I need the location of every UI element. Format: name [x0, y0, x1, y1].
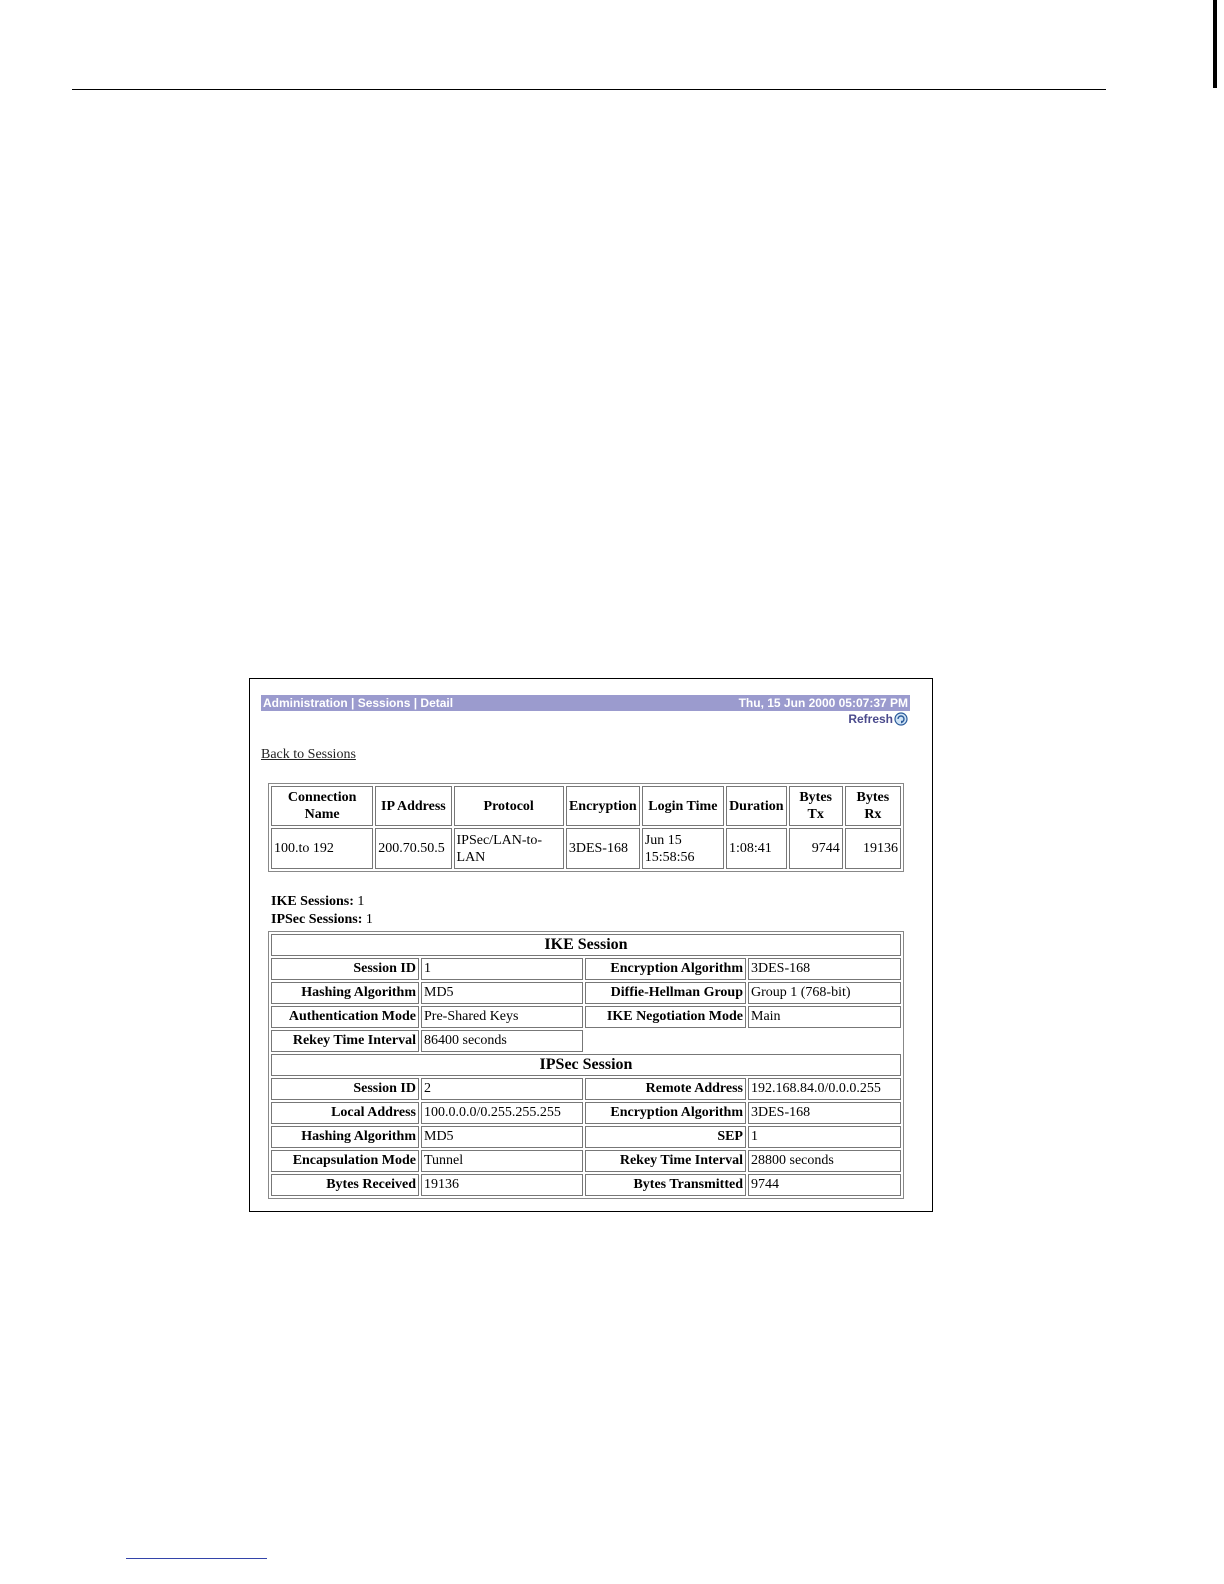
sessions-table: [268, 783, 904, 872]
page-edge-bar: [1213, 0, 1217, 88]
refresh-icon: [894, 712, 908, 726]
login-time-cell: Jun 15 15:58:56: [642, 828, 724, 869]
column-header: Bytes Tx: [789, 786, 843, 826]
bytes-rx-cell: 19136: [845, 828, 901, 869]
table-header-row: [271, 786, 901, 826]
ike-section-title: IKE Session: [271, 934, 901, 956]
refresh-label: Refresh: [848, 712, 893, 726]
ip-address-cell: 200.70.50.5: [375, 828, 451, 869]
protocol-cell: IPSec/LAN-to-LAN: [454, 828, 564, 869]
column-header: Encryption: [566, 786, 640, 826]
ike-count: IKE Sessions: 1: [271, 894, 365, 909]
ipsec-section-title: IPSec Session: [271, 1054, 901, 1076]
ipsec-count: IPSec Sessions: 1: [271, 912, 373, 927]
table-row: Authentication Mode Pre-Shared Keys IKE Negotiation Mode Main: [271, 1006, 901, 1028]
encryption-cell: 3DES-168: [566, 828, 640, 869]
breadcrumb: Administration | Sessions | Detail: [263, 696, 454, 710]
refresh-button[interactable]: [848, 712, 908, 726]
title-bar: [261, 695, 910, 711]
table-row: Hashing Algorithm MD5 SEP 1: [271, 1126, 901, 1148]
table-row: Encapsulation Mode Tunnel Rekey Time Interval 28800 seconds: [271, 1150, 901, 1172]
table-row: Session ID 2 Remote Address 192.168.84.0/0.0.0.255: [271, 1078, 901, 1100]
header-rule: [72, 89, 1106, 90]
column-header: Duration: [726, 786, 787, 826]
table-row: Rekey Time Interval 86400 seconds: [271, 1030, 901, 1052]
table-row: Session ID 1 Encryption Algorithm 3DES-168: [271, 958, 901, 980]
table-row: Local Address 100.0.0.0/0.255.255.255 Encryption Algorithm 3DES-168: [271, 1102, 901, 1124]
column-header: Connection Name: [271, 786, 373, 826]
column-header: IP Address: [375, 786, 451, 826]
datetime: Thu, 15 Jun 2000 05:07:37 PM: [738, 696, 908, 710]
connection-name-cell: 100.to 192: [271, 828, 373, 869]
session-detail-table: [268, 931, 904, 1199]
bytes-tx-cell: 9744: [789, 828, 843, 869]
session-counts: [271, 893, 373, 929]
table-row: [271, 828, 901, 869]
column-header: Login Time: [642, 786, 724, 826]
column-header: Bytes Rx: [845, 786, 901, 826]
footer-link-underline: [126, 1558, 267, 1559]
duration-cell: 1:08:41: [726, 828, 787, 869]
table-row: Bytes Received 19136 Bytes Transmitted 9744: [271, 1174, 901, 1196]
column-header: Protocol: [454, 786, 564, 826]
table-row: Hashing Algorithm MD5 Diffie-Hellman Group Group 1 (768-bit): [271, 982, 901, 1004]
back-to-sessions-link[interactable]: Back to Sessions: [261, 747, 356, 762]
screenshot-frame: [249, 678, 933, 1212]
